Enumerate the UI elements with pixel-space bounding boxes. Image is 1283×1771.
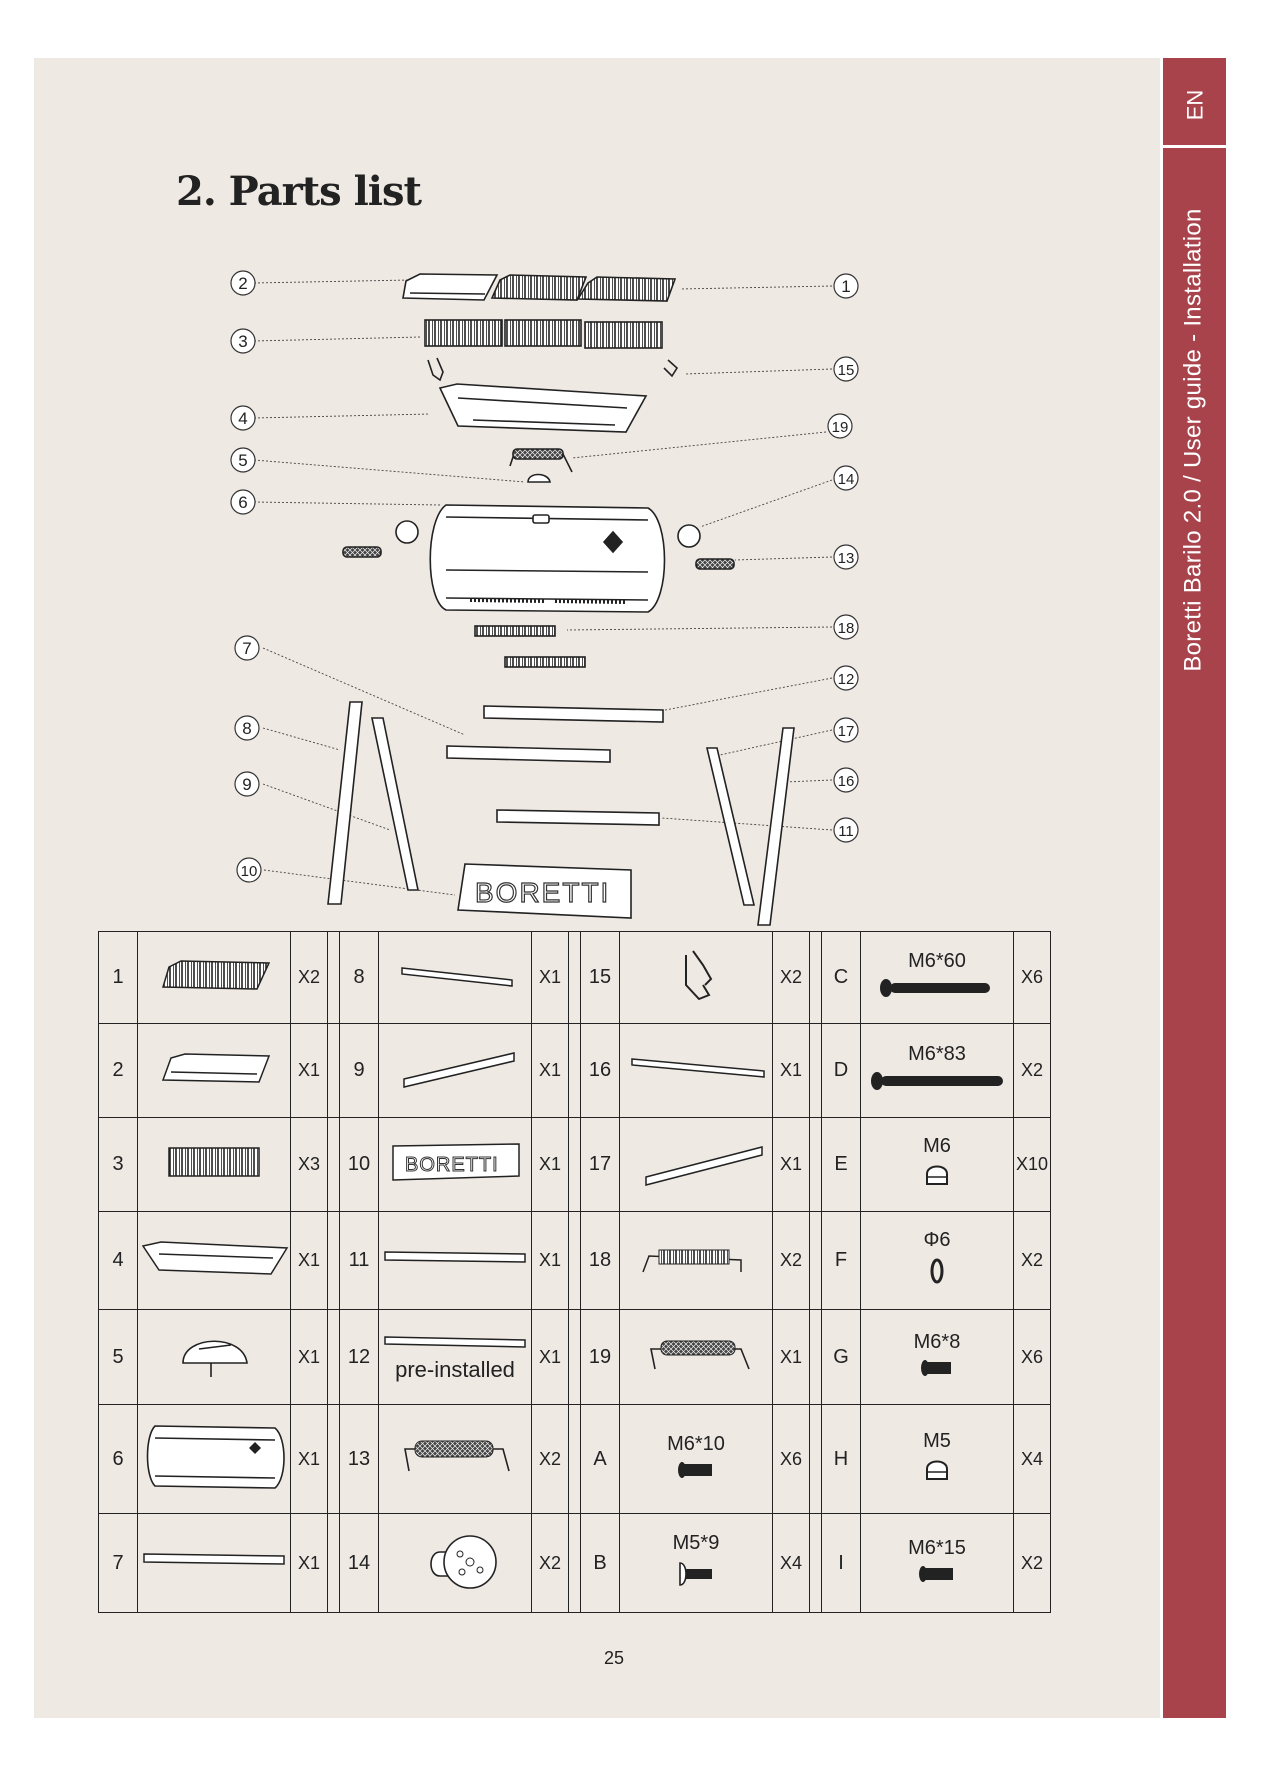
callout-14: 14 <box>837 471 855 488</box>
part-15-drawing-b <box>664 360 677 376</box>
callout-10: 10 <box>240 863 258 880</box>
part-number: 6 <box>99 1405 138 1514</box>
part-qty: X2 <box>1014 1514 1051 1613</box>
part-image <box>620 1514 773 1613</box>
part-15-drawing-a <box>428 358 443 380</box>
part-number: 7 <box>99 1514 138 1613</box>
part-8-drawing <box>447 746 610 762</box>
column-gap <box>569 1405 581 1514</box>
part-number: 19 <box>581 1310 620 1405</box>
part-number: 14 <box>340 1514 379 1613</box>
bolt-size-label: M6 <box>923 1135 951 1157</box>
part-qty: X2 <box>773 1212 810 1310</box>
column-gap <box>810 1310 822 1405</box>
table-row <box>99 1405 1051 1514</box>
part-qty: X2 <box>773 932 810 1024</box>
column-gap <box>328 1024 340 1118</box>
part-qty: X2 <box>1014 1024 1051 1118</box>
part-qty: X1 <box>532 1024 569 1118</box>
part-image <box>620 1405 773 1514</box>
part-19-drawing-grip <box>513 449 563 459</box>
column-gap <box>328 1212 340 1310</box>
part-1-drawing-b <box>578 277 675 301</box>
column-gap <box>569 932 581 1024</box>
part-number: 12 <box>340 1310 379 1405</box>
table-row <box>99 1514 1051 1613</box>
part-image <box>861 1405 1014 1514</box>
table-row <box>99 1024 1051 1118</box>
callout-6: 6 <box>238 493 248 512</box>
part-qty: X6 <box>1014 1310 1051 1405</box>
bolt-size-label: M6*15 <box>908 1536 966 1559</box>
part-qty: X1 <box>532 932 569 1024</box>
part-qty: X1 <box>532 1118 569 1212</box>
bolt-size-label: M5*9 <box>672 1531 720 1554</box>
part-qty: X3 <box>291 1118 328 1212</box>
part-number: G <box>822 1310 861 1405</box>
part-13-drawing-a <box>343 547 381 557</box>
part-number: H <box>822 1405 861 1514</box>
column-gap <box>569 1024 581 1118</box>
part-qty: X1 <box>532 1212 569 1310</box>
part-number: 9 <box>340 1024 379 1118</box>
callout-11: 11 <box>838 823 854 840</box>
part-image <box>379 1405 532 1514</box>
column-gap <box>328 1118 340 1212</box>
part-qty: X1 <box>291 1514 328 1613</box>
callout-4: 4 <box>238 409 248 428</box>
bolt-size-label: M5 <box>923 1429 951 1452</box>
part-number: 5 <box>99 1310 138 1405</box>
part-number: 13 <box>340 1405 379 1514</box>
parts-table <box>98 931 1051 1613</box>
bolt-size-label: M6*83 <box>908 1043 966 1065</box>
part-number: 16 <box>581 1024 620 1118</box>
part-image <box>379 1024 532 1118</box>
part-qty: X4 <box>773 1514 810 1613</box>
part-2-drawing <box>403 274 497 300</box>
part-qty: X2 <box>532 1514 569 1613</box>
part-18-drawing-a <box>475 626 555 636</box>
part-qty: X1 <box>291 1212 328 1310</box>
column-gap <box>810 932 822 1024</box>
table-row <box>99 1212 1051 1310</box>
part-qty: X10 <box>1014 1118 1051 1212</box>
part-qty: X1 <box>773 1024 810 1118</box>
part-image <box>861 1514 1014 1613</box>
part-number: 10 <box>340 1118 379 1212</box>
part-10-panel-text: BORETTI <box>475 877 611 908</box>
column-gap <box>810 1024 822 1118</box>
part-qty: X1 <box>773 1118 810 1212</box>
sidebar-title-label: Boretti Barilo 2.0 / User guide - Installation <box>1180 208 1208 672</box>
part-14-drawing-a <box>396 521 418 543</box>
column-gap <box>328 1514 340 1613</box>
column-gap <box>328 932 340 1024</box>
column-gap <box>810 1118 822 1212</box>
callout-7: 7 <box>242 639 252 658</box>
part-qty: X2 <box>291 932 328 1024</box>
part-number: F <box>822 1212 861 1310</box>
part-number: 17 <box>581 1118 620 1212</box>
part-image <box>620 1118 773 1212</box>
part-image <box>620 1310 773 1405</box>
part-10-table-text: BORETTI <box>405 1153 499 1176</box>
column-gap <box>569 1310 581 1405</box>
callout-1: 1 <box>841 277 851 296</box>
part-qty: X1 <box>773 1310 810 1405</box>
part-number: I <box>822 1514 861 1613</box>
column-gap <box>569 1514 581 1613</box>
grill-parts <box>328 274 794 925</box>
part-image <box>379 932 532 1024</box>
part-image <box>379 1212 532 1310</box>
part-qty: X1 <box>291 1310 328 1405</box>
table-row <box>99 1310 1051 1405</box>
part-12-drawing <box>484 706 663 722</box>
column-gap <box>810 1212 822 1310</box>
page-title: 2. Parts list <box>176 168 421 215</box>
part-number: 2 <box>99 1024 138 1118</box>
part-image <box>138 1118 291 1212</box>
column-gap <box>810 1405 822 1514</box>
part-5-drawing <box>528 475 550 483</box>
part-image <box>138 1024 291 1118</box>
callout-18: 18 <box>837 620 855 637</box>
column-gap <box>328 1310 340 1405</box>
column-gap <box>569 1118 581 1212</box>
part-qty: X1 <box>291 1405 328 1514</box>
callout-15: 15 <box>837 362 855 379</box>
callout-3: 3 <box>238 332 248 351</box>
part-1-drawing-a <box>492 275 586 300</box>
part-6-vent <box>533 515 549 523</box>
part-3-drawing-a <box>425 320 502 346</box>
part-image <box>138 1310 291 1405</box>
page-number: 25 <box>604 1648 625 1668</box>
callout-16: 16 <box>837 773 855 790</box>
callout-17: 17 <box>837 723 855 740</box>
pre-installed-note: pre-installed <box>395 1356 515 1382</box>
part-number: 3 <box>99 1118 138 1212</box>
part-image <box>620 1024 773 1118</box>
callout-2: 2 <box>238 274 248 293</box>
part-image <box>861 1310 1014 1405</box>
part-number: D <box>822 1024 861 1118</box>
part-qty: X4 <box>1014 1405 1051 1514</box>
column-gap <box>328 1405 340 1514</box>
part-image <box>620 1212 773 1310</box>
part-qty: X6 <box>1014 932 1051 1024</box>
callout-19: 19 <box>831 419 849 436</box>
part-number: C <box>822 932 861 1024</box>
part-image <box>379 1118 532 1212</box>
part-number: E <box>822 1118 861 1212</box>
part-4-drawing <box>440 384 646 432</box>
column-gap <box>569 1212 581 1310</box>
part-image <box>138 1514 291 1613</box>
callout-8: 8 <box>242 719 252 738</box>
part-qty: X2 <box>1014 1212 1051 1310</box>
part-image <box>379 1514 532 1613</box>
part-image <box>138 1212 291 1310</box>
part-image <box>861 1024 1014 1118</box>
bolt-size-label: M6*10 <box>667 1432 725 1455</box>
part-number: A <box>581 1405 620 1514</box>
part-3-drawing-c <box>585 322 662 348</box>
column-gap <box>810 1514 822 1613</box>
callout-9: 9 <box>242 775 252 794</box>
sidebar-lang-label: EN <box>1182 89 1207 121</box>
part-number: 15 <box>581 932 620 1024</box>
part-image <box>861 1118 1014 1212</box>
part-number: 8 <box>340 932 379 1024</box>
part-qty: X1 <box>532 1310 569 1405</box>
part-11-drawing <box>497 810 659 825</box>
part-image <box>138 932 291 1024</box>
part-qty: X2 <box>532 1405 569 1514</box>
part-17-drawing-leg-right <box>707 748 754 905</box>
table-row <box>99 932 1051 1024</box>
part-3-drawing-b <box>505 320 581 346</box>
part-image <box>138 1405 291 1514</box>
part-number: B <box>581 1514 620 1613</box>
part-image <box>620 932 773 1024</box>
part-9-drawing-leg-left <box>328 702 362 904</box>
part-13-drawing-b <box>696 559 734 569</box>
part-number: 18 <box>581 1212 620 1310</box>
bolt-size-label: M6*60 <box>908 950 966 972</box>
part-18-drawing-b <box>505 657 585 667</box>
part-number: 11 <box>340 1212 379 1310</box>
part-number: 4 <box>99 1212 138 1310</box>
callout-12: 12 <box>837 671 855 688</box>
part-number: 1 <box>99 932 138 1024</box>
table-row <box>99 1118 1051 1212</box>
part-image <box>379 1310 532 1405</box>
bolt-size-label: M6*8 <box>913 1330 961 1353</box>
part-image <box>861 1212 1014 1310</box>
part-14-drawing-b <box>678 525 700 547</box>
part-image <box>861 932 1014 1024</box>
part-qty: X6 <box>773 1405 810 1514</box>
part-16-drawing-leg-right2 <box>758 728 794 925</box>
bolt-size-label: Φ6 <box>923 1229 951 1251</box>
callout-5: 5 <box>238 451 248 470</box>
part-qty: X1 <box>291 1024 328 1118</box>
callout-13: 13 <box>837 550 855 567</box>
part-9-drawing-leg-left2 <box>372 718 418 890</box>
